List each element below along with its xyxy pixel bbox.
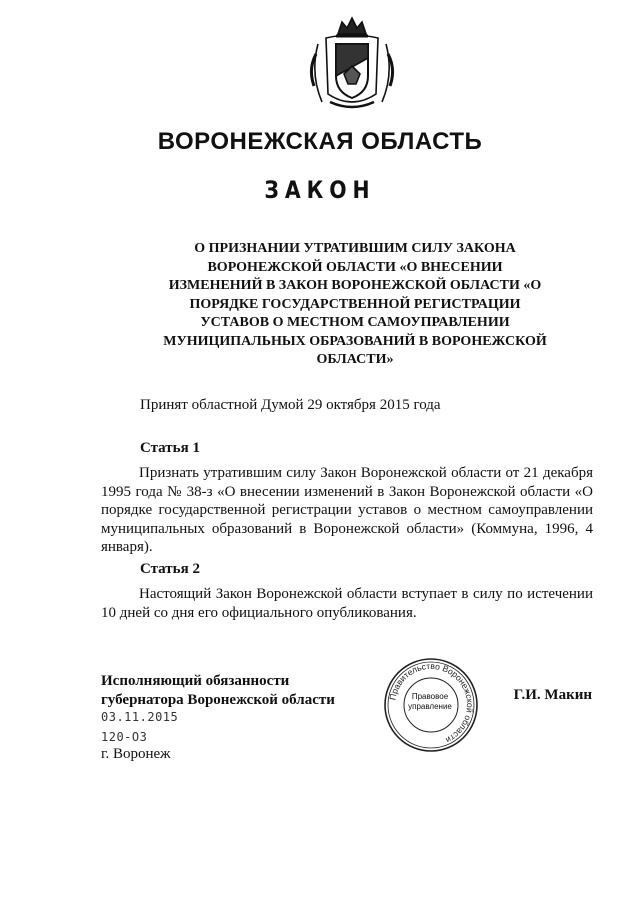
article-1-text: Признать утратившим силу Закон Воронежской области от 21 декабря 1995 года № 38-з «О внесении изменений в Закон Воронежской области «О порядке государственной регистрации уставов о местном самоуправлении муниципальных образований в Воронежской области» (Коммуна, 1996, 4 января). <box>101 465 593 555</box>
stamp-inner-line-2: управление <box>408 702 452 711</box>
article-2-heading: Статья 2 <box>140 561 200 577</box>
adoption-line: Принят областной Думой 29 октября 2015 года <box>140 397 441 413</box>
stamp-inner-text <box>406 692 454 716</box>
region-name: ВОРОНЕЖСКАЯ ОБЛАСТЬ <box>157 128 483 155</box>
stamp-inner-line-1: Правовое <box>411 692 449 701</box>
signatory-title-line-2: губернатора Воронежской области <box>101 692 335 708</box>
article-1-heading: Статья 1 <box>140 440 200 456</box>
document-type: ЗАКОН <box>264 176 376 204</box>
law-number: 120-ОЗ <box>101 730 148 744</box>
signing-date: 03.11.2015 <box>101 710 179 724</box>
signing-city: г. Воронеж <box>101 746 171 762</box>
law-title: О ПРИЗНАНИИ УТРАТИВШИМ СИЛУ ЗАКОНА ВОРОНЕЖСКОЙ ОБЛАСТИ «О ВНЕСЕНИИ ИЗМЕНЕНИЙ В ЗАКОН ВОРОНЕЖСКОЙ ОБЛАСТИ «О ПОРЯДКЕ ГОСУДАРСТВЕННОЙ РЕГИСТРАЦИИ УСТАВОВ О МЕСТНОМ САМОУПРАВЛЕНИИ МУНИЦИПАЛЬНЫХ ОБРАЗОВАНИЙ В ВОРОНЕЖСКОЙ ОБЛАСТИ» <box>163 241 547 367</box>
coat-of-arms-icon <box>304 14 400 116</box>
stamp-ring-text: Правительство Воронежской области <box>387 660 476 746</box>
signatory-title <box>101 672 335 710</box>
signatory-name: Г.И. Макин <box>513 687 592 703</box>
official-stamp <box>382 656 480 754</box>
article-2-text: Настоящий Закон Воронежской области вступает в силу по истечении 10 дней со дня его официального опубликования. <box>101 586 593 621</box>
signatory-title-line-1: Исполняющий обязанности <box>101 673 290 689</box>
